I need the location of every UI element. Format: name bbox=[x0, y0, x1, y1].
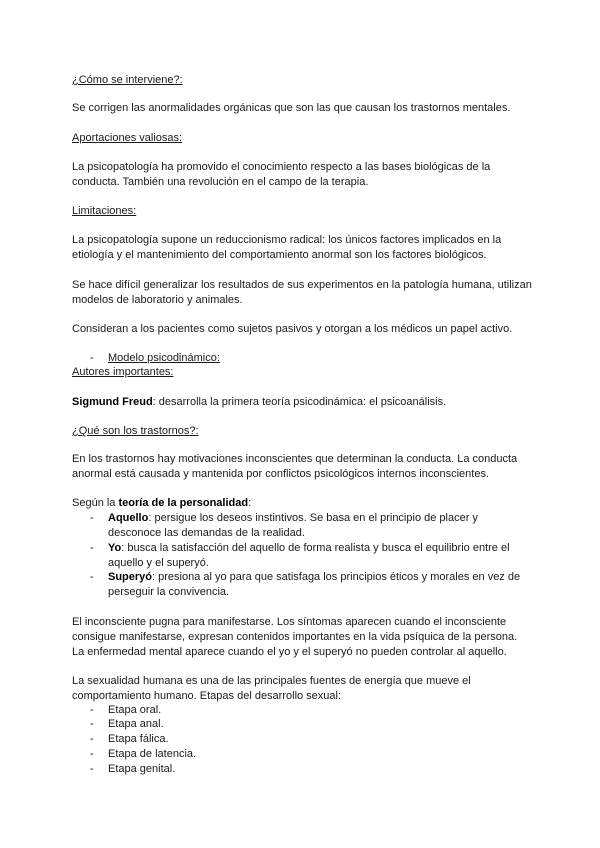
heading-limitations: Limitaciones: bbox=[72, 205, 137, 217]
heading-intervention: ¿Cómo se interviene?: bbox=[72, 74, 183, 86]
heading-authors: Autores importantes: bbox=[72, 366, 174, 378]
heading-contributions: Aportaciones valiosas: bbox=[72, 132, 183, 144]
list-bullet: - bbox=[90, 571, 94, 583]
list-bullet: - bbox=[90, 704, 94, 716]
list-bullet: - bbox=[90, 718, 94, 730]
model-title: Modelo psicodinámico: bbox=[108, 352, 220, 364]
personality-theory-term: teoría de la personalidad bbox=[118, 497, 249, 509]
list-bullet: - bbox=[90, 763, 94, 775]
sexuality-text: La sexualidad humana es una de las principales fuentes de energía que mueve el comportamiento humano. Etapas del desarrollo sexual: bbox=[72, 675, 471, 702]
limitations-paragraph-1: La psicopatología supone un reduccionismo radical: los únicos factores implicados en la etiología y el mantenimiento del comportamiento anormal son los factores biológicos. bbox=[72, 234, 502, 261]
unconscious-text: El inconsciente pugna para manifestarse. Los síntomas aparecen cuando el inconsciente consigue manifestarse, expresan contenidos importantes en la vida psíquica de la persona. La enfermedad mental aparece cuando el yo y el superyó no pueden controlar al aquello. bbox=[72, 616, 518, 658]
list-bullet: - bbox=[90, 542, 94, 554]
author-name: Sigmund Freud bbox=[72, 396, 153, 408]
term-superyo: Superyó bbox=[108, 571, 153, 583]
list-bullet: - bbox=[90, 748, 94, 760]
personality-intro bbox=[72, 496, 532, 511]
term-yo: Yo bbox=[108, 542, 122, 554]
author-description: : desarrolla la primera teoría psicodinámica: el psicoanálisis. bbox=[152, 396, 447, 408]
list-bullet: - bbox=[90, 733, 94, 745]
stage-genital: Etapa genital. bbox=[108, 763, 176, 775]
aquello-description: : persigue los deseos instintivos. Se basa en el principio de placer y desconoce las demandas de la realidad. bbox=[108, 512, 478, 539]
stage-latency: Etapa de latencia. bbox=[108, 748, 197, 760]
contributions-text: La psicopatología ha promovido el conocimiento respecto a las bases biológicas de la conducta. También una revolución en el campo de la terapia. bbox=[72, 161, 491, 188]
superyo-description: : presiona al yo para que satisfaga los principios éticos y morales en vez de perseguir la convivencia. bbox=[108, 571, 521, 598]
heading-disorders: ¿Qué son los trastornos?: bbox=[72, 425, 199, 437]
stage-phallic: Etapa fálica. bbox=[108, 733, 169, 745]
intervention-text: Se corrigen las anormalidades orgánicas que son las que causan los trastornos mentales. bbox=[72, 102, 511, 114]
list-bullet: - bbox=[90, 512, 94, 524]
personality-item-aquello bbox=[108, 511, 518, 541]
limitations-paragraph-3: Consideran a los pacientes como sujetos pasivos y otorgan a los médicos un papel activo. bbox=[72, 323, 513, 335]
personality-item-superyo bbox=[108, 570, 538, 600]
personality-intro-prefix: Según la bbox=[72, 497, 119, 509]
stage-oral: Etapa oral. bbox=[108, 704, 162, 716]
yo-description: : busca la satisfacción del aquello de forma realista y busca el equilibrio entre el aquello y el superyó. bbox=[108, 542, 510, 569]
disorders-text: En los trastornos hay motivaciones inconscientes que determinan la conducta. La conducta anormal está causada y mantenida por conflictos psicológicos internos inconscientes. bbox=[72, 453, 518, 480]
personality-intro-suffix: : bbox=[248, 497, 252, 509]
stage-anal: Etapa anal. bbox=[108, 718, 164, 730]
author-line bbox=[72, 395, 532, 410]
term-aquello: Aquello bbox=[108, 512, 149, 524]
limitations-paragraph-2: Se hace difícil generalizar los resultados de sus experimentos en la patología humana, utilizan modelos de laboratorio y animales. bbox=[72, 279, 532, 306]
list-bullet: - bbox=[90, 352, 94, 364]
personality-item-yo bbox=[108, 541, 523, 571]
